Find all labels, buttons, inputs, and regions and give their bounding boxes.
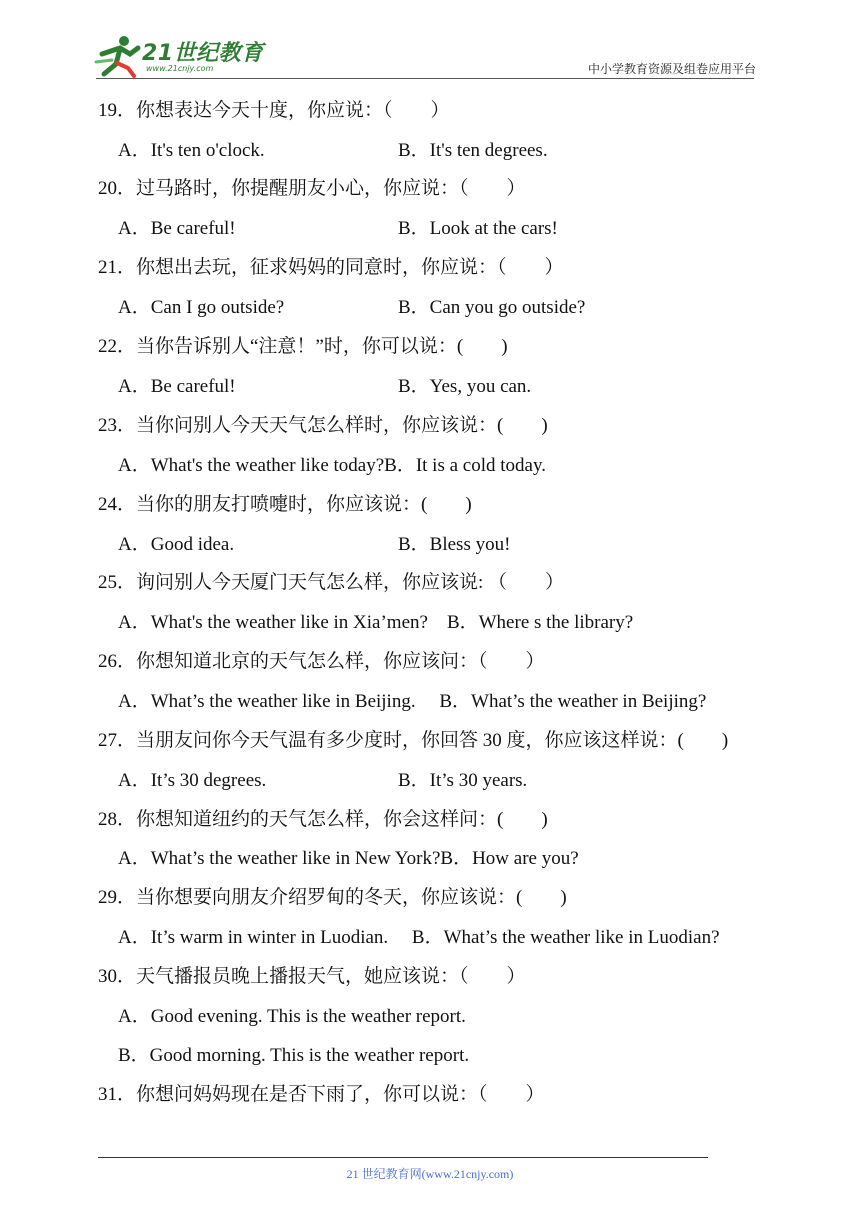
option-24-a: A．Good idea. (118, 534, 235, 555)
question-23: 23．当你问别人今天天气怎么样时，你应该说：( ) (98, 415, 548, 436)
question-28: 28．你想知道纽约的天气怎么样，你会这样问：( ) (98, 809, 548, 830)
options-25: A．What's the weather like in Xia’men? B．Where s the library? (118, 612, 634, 633)
site-logo (94, 34, 264, 78)
option-19-a: A．It's ten o'clock. (118, 140, 265, 161)
option-30-b: B．Good morning. This is the weather report. (118, 1045, 470, 1066)
option-20-a: A．Be careful! (118, 218, 236, 239)
platform-name: 中小学教育资源及组卷应用平台 (587, 62, 756, 76)
question-24: 24．当你的朋友打喷嚏时，你应该说：( ) (98, 494, 472, 515)
question-27: 27．当朋友问你今天气温有多少度时，你回答 30 度，你应该这样说：( ) (98, 730, 729, 751)
question-29: 29．当你想要向朋友介绍罗甸的冬天，你应该说：( ) (98, 887, 567, 908)
option-24-b: B．Bless you! (398, 534, 511, 555)
question-20: 20．过马路时，你提醒朋友小心，你应说：（ ） (98, 178, 526, 199)
header-divider (96, 78, 754, 79)
question-26: 26．你想知道北京的天气怎么样，你应该问：（ ） (98, 651, 545, 672)
options-26: A．What’s the weather like in Beijing. B．What’s the weather in Beijing? (118, 691, 707, 712)
option-27-a: A．It’s 30 degrees. (118, 770, 267, 791)
option-30-a: A．Good evening. This is the weather report. (118, 1006, 466, 1027)
question-30: 30．天气播报员晚上播报天气，她应该说：（ ） (98, 966, 526, 987)
page-header (0, 0, 860, 80)
options-29: A．It’s warm in winter in Luodian. B．What’s the weather like in Luodian? (118, 927, 720, 948)
question-21: 21．你想出去玩，征求妈妈的同意时，你应说：（ ） (98, 257, 564, 278)
option-22-a: A．Be careful! (118, 376, 236, 397)
option-21-a: A．Can I go outside? (118, 297, 285, 318)
logo-url: www.21cnjy.com (146, 64, 214, 73)
question-22: 22．当你告诉别人“注意！”时，你可以说：( ) (98, 336, 508, 357)
runner-logo-icon (94, 34, 144, 78)
option-21-b: B．Can you go outside? (398, 297, 586, 318)
option-20-b: B．Look at the cars! (398, 218, 558, 239)
logo-text: 21世纪教育 (142, 41, 264, 66)
footer-divider (98, 1157, 708, 1158)
option-27-b: B．It’s 30 years. (398, 770, 528, 791)
option-19-b: B．It's ten degrees. (398, 140, 548, 161)
options-23: A．What's the weather like today?B．It is a cold today. (118, 455, 546, 476)
question-19: 19．你想表达今天十度，你应说：（ ） (98, 100, 450, 121)
question-31: 31．你想问妈妈现在是否下雨了，你可以说：（ ） (98, 1084, 545, 1105)
options-28: A．What’s the weather like in New York?B．How are you? (118, 848, 579, 869)
footer-text: 21 世纪教育网(www.21cnjy.com) (346, 1167, 514, 1181)
question-25: 25．询问别人今天厦门天气怎么样，你应该说: （ ） (98, 572, 565, 593)
option-22-b: B．Yes, you can. (398, 376, 532, 397)
